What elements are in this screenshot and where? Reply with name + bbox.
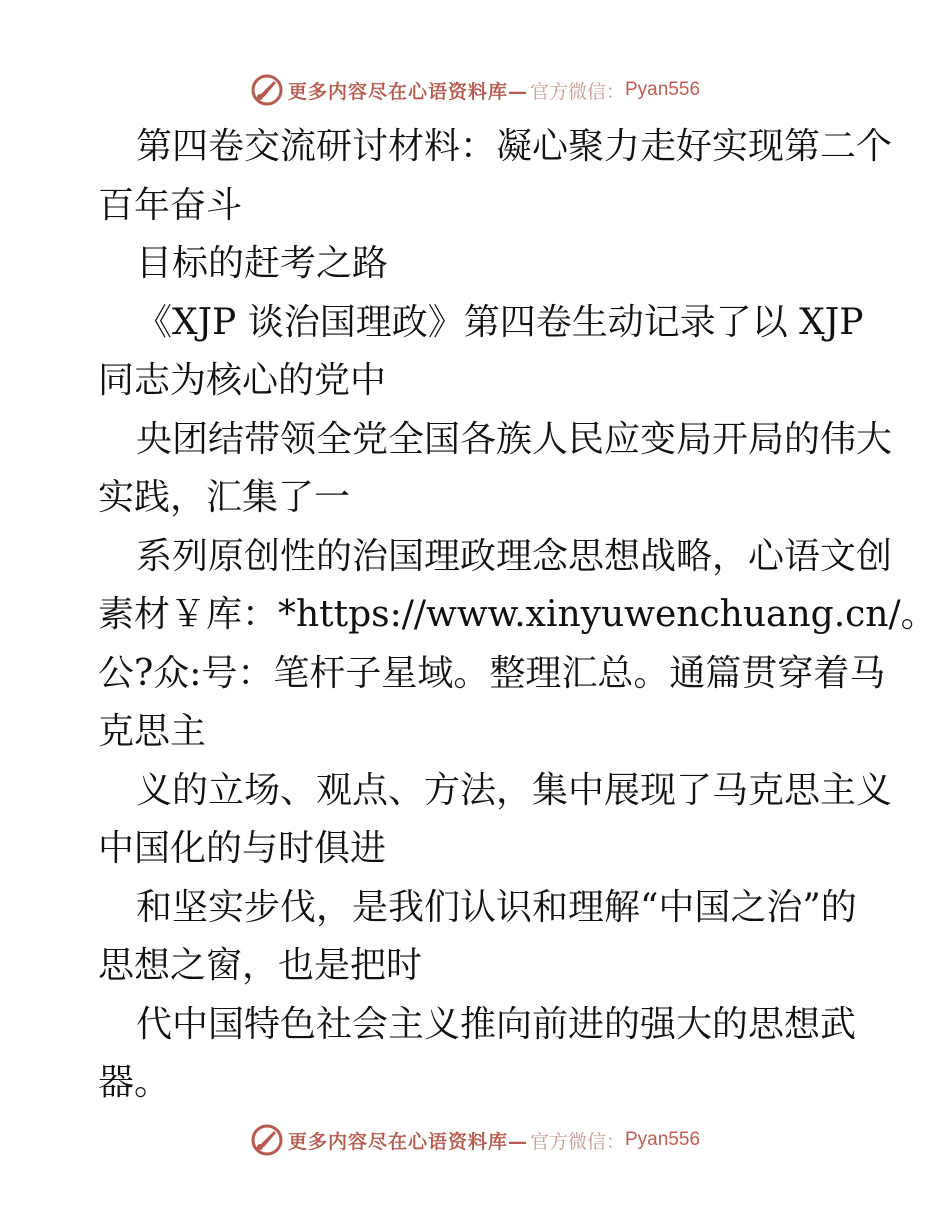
banner-wechat-id: Pyan556 — [625, 1129, 701, 1150]
paragraph-line: 同志为核心的党中 — [98, 360, 387, 401]
title-line: 第四卷交流研讨材料：凝心聚力走好实现第二个 — [136, 126, 893, 167]
banner-wechat-id: Pyan556 — [625, 79, 701, 100]
banner-slogan: 更多内容尽在心语资料库— — [287, 1130, 528, 1153]
paragraph-line: 器。 — [98, 1062, 171, 1103]
banner-wechat-label: 官方微信： — [529, 1130, 625, 1153]
document-body — [98, 118, 937, 1113]
paragraph-line: 《XJP 谈治国理政》第四卷生动记录了以 XJP — [136, 301, 864, 343]
paragraph-line: 系列原创性的治国理政理念思想战略，心语文创 — [136, 535, 893, 577]
paragraph-line: 克思主 — [98, 711, 207, 752]
paragraph-line: 实践，汇集了一 — [98, 477, 351, 518]
brush-logo-icon — [250, 1123, 284, 1157]
paragraph-line: 代中国特色社会主义推向前进的强大的思想武 — [136, 1003, 857, 1045]
title-line: 百年奋斗 — [98, 184, 243, 226]
banner-slogan: 更多内容尽在心语资料库— — [287, 80, 528, 103]
footer-banner — [0, 1120, 950, 1160]
paragraph-line: 中国化的与时俱进 — [98, 828, 387, 869]
paragraph-line: 央团结带领全党全国各族人民应变局开局的伟大 — [136, 418, 893, 460]
brush-logo-icon — [250, 73, 284, 107]
paragraph-line: 公?众:号：笔杆子星域。整理汇总。通篇贯穿着马 — [98, 652, 886, 694]
subtitle-line: 目标的赶考之路 — [136, 243, 389, 284]
paragraph-line: 素材￥库：*https://www.xinyuwenchuang.cn/。 — [98, 594, 937, 635]
paragraph-line: 义的立场、观点、方法，集中展现了马克思主义 — [136, 769, 893, 811]
banner-wechat-label: 官方微信： — [529, 80, 625, 103]
paragraph-line: 思想之窗，也是把时 — [98, 945, 423, 986]
paragraph-line: 和坚实步伐，是我们认识和理解“中国之治”的 — [136, 886, 857, 928]
header-banner — [0, 70, 950, 110]
